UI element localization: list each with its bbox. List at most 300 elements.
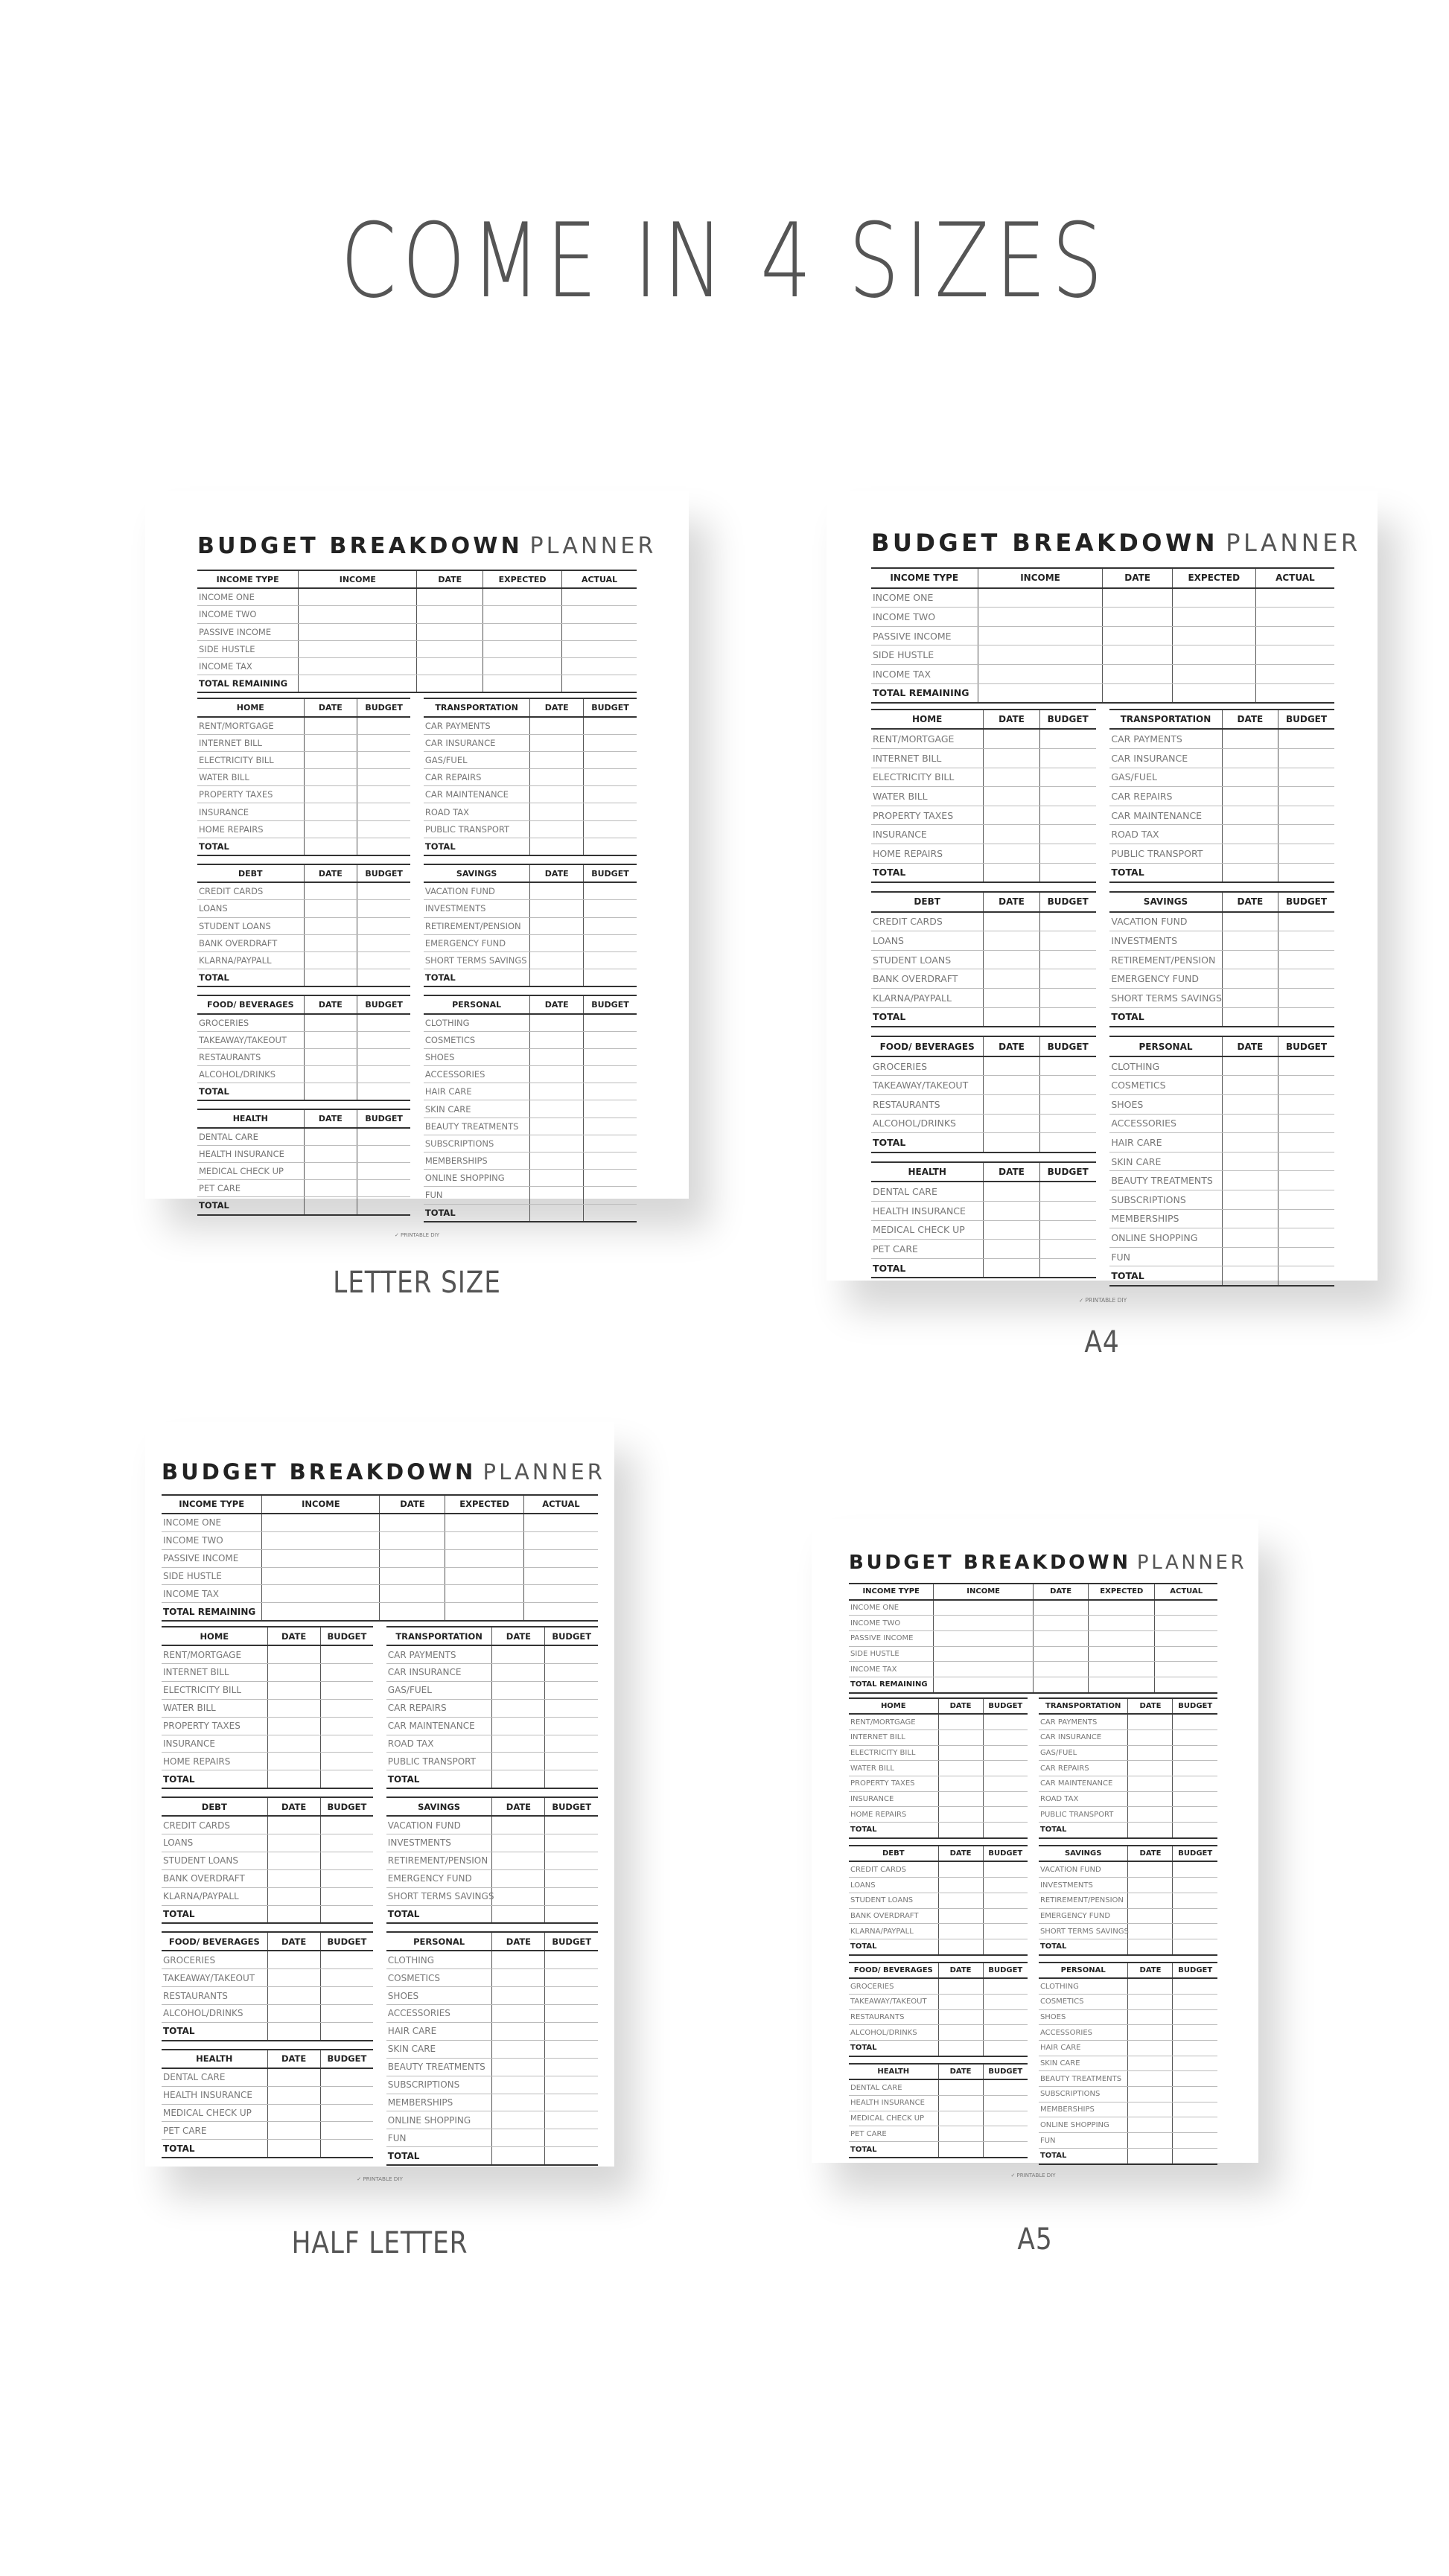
date-cell[interactable]: [938, 1729, 983, 1745]
budget-cell[interactable]: [545, 2094, 598, 2111]
date-cell[interactable]: [1128, 2056, 1173, 2071]
date-cell[interactable]: [304, 1128, 357, 1146]
budget-cell[interactable]: [583, 1083, 637, 1100]
budget-cell[interactable]: [1278, 1114, 1334, 1133]
budget-cell[interactable]: [545, 2022, 598, 2040]
date-cell[interactable]: [530, 1152, 584, 1170]
category-total-cell[interactable]: [583, 1204, 637, 1222]
income-cell[interactable]: [562, 623, 637, 640]
income-cell[interactable]: [1255, 588, 1334, 608]
income-cell[interactable]: [299, 588, 417, 606]
income-cell[interactable]: [523, 1514, 598, 1531]
date-cell[interactable]: [1128, 1745, 1173, 1761]
date-cell[interactable]: [1128, 2117, 1173, 2133]
budget-cell[interactable]: [1173, 2117, 1217, 2133]
date-cell[interactable]: [304, 917, 357, 934]
date-cell[interactable]: [1222, 1056, 1278, 1076]
date-cell[interactable]: [1222, 768, 1278, 787]
income-total-cell[interactable]: [934, 1677, 1034, 1693]
income-cell[interactable]: [445, 1549, 523, 1567]
budget-cell[interactable]: [357, 734, 411, 751]
budget-cell[interactable]: [1173, 1994, 1217, 2009]
budget-cell[interactable]: [357, 751, 411, 768]
budget-cell[interactable]: [320, 1969, 373, 1987]
income-cell[interactable]: [1103, 664, 1172, 683]
date-cell[interactable]: [530, 1170, 584, 1187]
date-cell[interactable]: [938, 2096, 983, 2111]
date-cell[interactable]: [984, 844, 1039, 863]
date-cell[interactable]: [492, 1717, 545, 1735]
budget-cell[interactable]: [320, 2086, 373, 2104]
income-total-cell[interactable]: [445, 1603, 523, 1621]
budget-cell[interactable]: [1278, 912, 1334, 931]
budget-cell[interactable]: [545, 1664, 598, 1682]
date-cell[interactable]: [530, 786, 584, 803]
date-cell[interactable]: [984, 989, 1039, 1008]
budget-cell[interactable]: [320, 2104, 373, 2122]
date-cell[interactable]: [984, 969, 1039, 989]
date-cell[interactable]: [530, 882, 584, 900]
date-cell[interactable]: [1222, 931, 1278, 951]
income-cell[interactable]: [483, 657, 561, 675]
budget-cell[interactable]: [1173, 1807, 1217, 1823]
date-cell[interactable]: [1222, 748, 1278, 768]
category-total-cell[interactable]: [984, 1133, 1039, 1152]
date-cell[interactable]: [530, 1031, 584, 1048]
income-cell[interactable]: [1255, 645, 1334, 665]
date-cell[interactable]: [1128, 1761, 1173, 1776]
date-cell[interactable]: [938, 2025, 983, 2041]
budget-cell[interactable]: [1039, 1114, 1095, 1133]
date-cell[interactable]: [492, 2129, 545, 2147]
income-cell[interactable]: [299, 623, 417, 640]
category-total-cell[interactable]: [267, 2140, 320, 2158]
income-cell[interactable]: [1089, 1662, 1155, 1677]
budget-cell[interactable]: [545, 1887, 598, 1905]
budget-cell[interactable]: [357, 1031, 411, 1048]
budget-cell[interactable]: [1173, 1776, 1217, 1792]
income-total-cell[interactable]: [523, 1603, 598, 1621]
date-cell[interactable]: [984, 1095, 1039, 1115]
date-cell[interactable]: [267, 2068, 320, 2086]
budget-cell[interactable]: [1278, 989, 1334, 1008]
date-cell[interactable]: [938, 1893, 983, 1908]
income-cell[interactable]: [1155, 1646, 1217, 1662]
budget-cell[interactable]: [357, 1180, 411, 1197]
income-cell[interactable]: [417, 623, 483, 640]
date-cell[interactable]: [267, 1753, 320, 1770]
income-cell[interactable]: [1255, 626, 1334, 645]
budget-cell[interactable]: [545, 1852, 598, 1869]
date-cell[interactable]: [1128, 2025, 1173, 2041]
date-cell[interactable]: [267, 2122, 320, 2140]
date-cell[interactable]: [1128, 1978, 1173, 1994]
date-cell[interactable]: [267, 1816, 320, 1834]
budget-cell[interactable]: [1278, 1247, 1334, 1266]
date-cell[interactable]: [530, 820, 584, 838]
budget-cell[interactable]: [1039, 912, 1095, 931]
budget-cell[interactable]: [320, 1717, 373, 1735]
budget-cell[interactable]: [983, 1978, 1028, 1994]
budget-cell[interactable]: [1278, 768, 1334, 787]
date-cell[interactable]: [938, 2079, 983, 2095]
date-cell[interactable]: [492, 2040, 545, 2058]
date-cell[interactable]: [984, 912, 1039, 931]
category-total-cell[interactable]: [583, 838, 637, 855]
date-cell[interactable]: [304, 717, 357, 735]
date-cell[interactable]: [1128, 2102, 1173, 2117]
budget-cell[interactable]: [1278, 1190, 1334, 1210]
budget-cell[interactable]: [1039, 806, 1095, 825]
budget-cell[interactable]: [320, 1834, 373, 1852]
budget-cell[interactable]: [1278, 950, 1334, 969]
budget-cell[interactable]: [1039, 748, 1095, 768]
category-total-cell[interactable]: [1173, 1939, 1217, 1954]
budget-cell[interactable]: [583, 1152, 637, 1170]
category-total-cell[interactable]: [357, 838, 411, 855]
category-total-cell[interactable]: [938, 2142, 983, 2158]
budget-cell[interactable]: [357, 882, 411, 900]
income-total-cell[interactable]: [417, 675, 483, 693]
income-cell[interactable]: [299, 640, 417, 657]
date-cell[interactable]: [530, 769, 584, 786]
budget-cell[interactable]: [545, 1717, 598, 1735]
income-cell[interactable]: [1033, 1600, 1088, 1616]
date-cell[interactable]: [492, 1987, 545, 2005]
income-cell[interactable]: [978, 608, 1103, 627]
budget-cell[interactable]: [1173, 1714, 1217, 1729]
date-cell[interactable]: [938, 1714, 983, 1729]
budget-cell[interactable]: [545, 1969, 598, 1987]
income-total-cell[interactable]: [1155, 1677, 1217, 1693]
income-cell[interactable]: [1172, 645, 1255, 665]
category-total-cell[interactable]: [545, 2147, 598, 2165]
income-cell[interactable]: [562, 657, 637, 675]
date-cell[interactable]: [984, 1056, 1039, 1076]
income-cell[interactable]: [380, 1567, 445, 1585]
date-cell[interactable]: [492, 2005, 545, 2023]
date-cell[interactable]: [492, 1664, 545, 1682]
income-cell[interactable]: [523, 1567, 598, 1585]
category-total-cell[interactable]: [1222, 863, 1278, 882]
budget-cell[interactable]: [583, 1187, 637, 1204]
budget-cell[interactable]: [983, 1878, 1028, 1893]
date-cell[interactable]: [1128, 1807, 1173, 1823]
date-cell[interactable]: [304, 1048, 357, 1065]
date-cell[interactable]: [530, 1014, 584, 1032]
date-cell[interactable]: [267, 1664, 320, 1682]
budget-cell[interactable]: [583, 1048, 637, 1065]
income-cell[interactable]: [934, 1646, 1034, 1662]
category-total-cell[interactable]: [320, 2140, 373, 2158]
income-cell[interactable]: [417, 657, 483, 675]
budget-cell[interactable]: [545, 1645, 598, 1663]
income-cell[interactable]: [562, 588, 637, 606]
budget-cell[interactable]: [1278, 1228, 1334, 1248]
date-cell[interactable]: [304, 1031, 357, 1048]
date-cell[interactable]: [267, 1645, 320, 1663]
date-cell[interactable]: [1128, 2041, 1173, 2056]
budget-cell[interactable]: [983, 2096, 1028, 2111]
category-total-cell[interactable]: [1222, 1007, 1278, 1027]
income-cell[interactable]: [299, 657, 417, 675]
income-cell[interactable]: [380, 1549, 445, 1567]
date-cell[interactable]: [1128, 1714, 1173, 1729]
date-cell[interactable]: [304, 1145, 357, 1162]
budget-cell[interactable]: [1173, 1791, 1217, 1807]
budget-cell[interactable]: [1278, 1076, 1334, 1095]
date-cell[interactable]: [938, 1791, 983, 1807]
date-cell[interactable]: [492, 2076, 545, 2094]
category-total-cell[interactable]: [545, 1905, 598, 1923]
income-cell[interactable]: [262, 1531, 380, 1549]
budget-cell[interactable]: [357, 717, 411, 735]
date-cell[interactable]: [1222, 950, 1278, 969]
date-cell[interactable]: [1222, 844, 1278, 863]
income-cell[interactable]: [1033, 1616, 1088, 1631]
date-cell[interactable]: [1128, 1776, 1173, 1792]
date-cell[interactable]: [492, 2058, 545, 2076]
income-cell[interactable]: [978, 664, 1103, 683]
date-cell[interactable]: [1222, 729, 1278, 748]
income-cell[interactable]: [417, 588, 483, 606]
budget-cell[interactable]: [983, 1729, 1028, 1745]
budget-cell[interactable]: [545, 2111, 598, 2129]
date-cell[interactable]: [492, 1951, 545, 1968]
category-total-cell[interactable]: [530, 1204, 584, 1222]
budget-cell[interactable]: [1278, 825, 1334, 844]
budget-cell[interactable]: [1039, 729, 1095, 748]
budget-cell[interactable]: [320, 2005, 373, 2023]
budget-cell[interactable]: [1278, 748, 1334, 768]
date-cell[interactable]: [938, 1807, 983, 1823]
category-total-cell[interactable]: [530, 838, 584, 855]
income-cell[interactable]: [562, 640, 637, 657]
budget-cell[interactable]: [1039, 768, 1095, 787]
budget-cell[interactable]: [983, 2079, 1028, 2095]
category-total-cell[interactable]: [583, 969, 637, 987]
income-cell[interactable]: [523, 1549, 598, 1567]
income-cell[interactable]: [262, 1514, 380, 1531]
date-cell[interactable]: [938, 1978, 983, 1994]
budget-cell[interactable]: [1039, 989, 1095, 1008]
budget-cell[interactable]: [583, 1118, 637, 1135]
date-cell[interactable]: [492, 1645, 545, 1663]
budget-cell[interactable]: [357, 769, 411, 786]
date-cell[interactable]: [267, 1717, 320, 1735]
budget-cell[interactable]: [583, 1031, 637, 1048]
date-cell[interactable]: [938, 1878, 983, 1893]
date-cell[interactable]: [304, 820, 357, 838]
date-cell[interactable]: [530, 1083, 584, 1100]
date-cell[interactable]: [304, 900, 357, 917]
budget-cell[interactable]: [1039, 1220, 1095, 1240]
budget-cell[interactable]: [545, 2058, 598, 2076]
category-total-cell[interactable]: [983, 1939, 1028, 1954]
date-cell[interactable]: [1222, 969, 1278, 989]
date-cell[interactable]: [530, 1066, 584, 1083]
category-total-cell[interactable]: [1039, 1258, 1095, 1278]
income-total-cell[interactable]: [978, 683, 1103, 703]
category-total-cell[interactable]: [1278, 1266, 1334, 1286]
income-cell[interactable]: [1103, 645, 1172, 665]
date-cell[interactable]: [304, 1163, 357, 1180]
budget-cell[interactable]: [545, 1699, 598, 1717]
date-cell[interactable]: [984, 931, 1039, 951]
budget-cell[interactable]: [320, 1735, 373, 1753]
budget-cell[interactable]: [1173, 2102, 1217, 2117]
budget-cell[interactable]: [1039, 1095, 1095, 1115]
date-cell[interactable]: [984, 1114, 1039, 1133]
budget-cell[interactable]: [1173, 1978, 1217, 1994]
budget-cell[interactable]: [983, 1776, 1028, 1792]
budget-cell[interactable]: [357, 917, 411, 934]
income-cell[interactable]: [262, 1585, 380, 1603]
category-total-cell[interactable]: [1278, 1007, 1334, 1027]
income-cell[interactable]: [445, 1514, 523, 1531]
income-cell[interactable]: [1103, 608, 1172, 627]
budget-cell[interactable]: [1039, 969, 1095, 989]
budget-cell[interactable]: [357, 1048, 411, 1065]
date-cell[interactable]: [492, 1969, 545, 1987]
date-cell[interactable]: [1222, 989, 1278, 1008]
category-total-cell[interactable]: [267, 1770, 320, 1788]
date-cell[interactable]: [938, 1761, 983, 1776]
date-cell[interactable]: [530, 1048, 584, 1065]
date-cell[interactable]: [938, 1994, 983, 2009]
budget-cell[interactable]: [1173, 2133, 1217, 2149]
budget-cell[interactable]: [357, 951, 411, 969]
income-total-cell[interactable]: [1172, 683, 1255, 703]
budget-cell[interactable]: [1173, 2056, 1217, 2071]
budget-cell[interactable]: [1173, 1893, 1217, 1908]
budget-cell[interactable]: [983, 1745, 1028, 1761]
date-cell[interactable]: [267, 2086, 320, 2104]
date-cell[interactable]: [304, 951, 357, 969]
budget-cell[interactable]: [357, 900, 411, 917]
date-cell[interactable]: [530, 1187, 584, 1204]
budget-cell[interactable]: [545, 1951, 598, 1968]
date-cell[interactable]: [492, 1735, 545, 1753]
income-cell[interactable]: [523, 1531, 598, 1549]
date-cell[interactable]: [984, 729, 1039, 748]
date-cell[interactable]: [304, 769, 357, 786]
budget-cell[interactable]: [1173, 1761, 1217, 1776]
income-cell[interactable]: [1089, 1631, 1155, 1647]
income-cell[interactable]: [934, 1662, 1034, 1677]
budget-cell[interactable]: [545, 1869, 598, 1887]
date-cell[interactable]: [530, 1135, 584, 1152]
date-cell[interactable]: [938, 1745, 983, 1761]
income-cell[interactable]: [978, 588, 1103, 608]
category-total-cell[interactable]: [320, 2022, 373, 2040]
budget-cell[interactable]: [320, 1987, 373, 2005]
date-cell[interactable]: [1222, 1247, 1278, 1266]
date-cell[interactable]: [1222, 1114, 1278, 1133]
budget-cell[interactable]: [357, 786, 411, 803]
date-cell[interactable]: [267, 1699, 320, 1717]
income-total-cell[interactable]: [1089, 1677, 1155, 1693]
income-cell[interactable]: [262, 1567, 380, 1585]
income-cell[interactable]: [299, 606, 417, 623]
date-cell[interactable]: [984, 806, 1039, 825]
budget-cell[interactable]: [1173, 1861, 1217, 1877]
date-cell[interactable]: [984, 1202, 1039, 1221]
budget-cell[interactable]: [1173, 1729, 1217, 1745]
category-total-cell[interactable]: [492, 1770, 545, 1788]
category-total-cell[interactable]: [267, 2022, 320, 2040]
date-cell[interactable]: [304, 1066, 357, 1083]
budget-cell[interactable]: [545, 2005, 598, 2023]
budget-cell[interactable]: [1173, 1878, 1217, 1893]
date-cell[interactable]: [938, 1861, 983, 1877]
budget-cell[interactable]: [1039, 787, 1095, 806]
budget-cell[interactable]: [583, 1135, 637, 1152]
budget-cell[interactable]: [1173, 2041, 1217, 2056]
budget-cell[interactable]: [1039, 1056, 1095, 1076]
category-total-cell[interactable]: [357, 969, 411, 987]
income-cell[interactable]: [934, 1616, 1034, 1631]
date-cell[interactable]: [984, 1220, 1039, 1240]
budget-cell[interactable]: [320, 1951, 373, 1968]
date-cell[interactable]: [984, 950, 1039, 969]
budget-cell[interactable]: [320, 1664, 373, 1682]
date-cell[interactable]: [1222, 1152, 1278, 1171]
date-cell[interactable]: [530, 1100, 584, 1118]
budget-cell[interactable]: [983, 2126, 1028, 2142]
budget-cell[interactable]: [357, 1014, 411, 1032]
date-cell[interactable]: [530, 917, 584, 934]
budget-cell[interactable]: [1173, 2025, 1217, 2041]
budget-cell[interactable]: [545, 2129, 598, 2147]
category-total-cell[interactable]: [320, 1905, 373, 1923]
budget-cell[interactable]: [1039, 931, 1095, 951]
date-cell[interactable]: [1222, 787, 1278, 806]
budget-cell[interactable]: [1278, 806, 1334, 825]
date-cell[interactable]: [1128, 2087, 1173, 2102]
date-cell[interactable]: [304, 734, 357, 751]
date-cell[interactable]: [1222, 912, 1278, 931]
date-cell[interactable]: [304, 1014, 357, 1032]
income-cell[interactable]: [1033, 1662, 1088, 1677]
category-total-cell[interactable]: [1173, 1823, 1217, 1838]
income-cell[interactable]: [978, 645, 1103, 665]
budget-cell[interactable]: [1173, 2087, 1217, 2102]
date-cell[interactable]: [304, 934, 357, 951]
category-total-cell[interactable]: [357, 1083, 411, 1101]
budget-cell[interactable]: [983, 1908, 1028, 1924]
date-cell[interactable]: [492, 1834, 545, 1852]
date-cell[interactable]: [1128, 2133, 1173, 2149]
income-cell[interactable]: [1255, 608, 1334, 627]
category-total-cell[interactable]: [1128, 1939, 1173, 1954]
income-total-cell[interactable]: [380, 1603, 445, 1621]
category-total-cell[interactable]: [545, 1770, 598, 1788]
income-cell[interactable]: [1155, 1616, 1217, 1631]
income-total-cell[interactable]: [1255, 683, 1334, 703]
budget-cell[interactable]: [357, 1066, 411, 1083]
date-cell[interactable]: [1222, 1171, 1278, 1190]
income-cell[interactable]: [1089, 1646, 1155, 1662]
income-cell[interactable]: [483, 640, 561, 657]
category-total-cell[interactable]: [983, 2142, 1028, 2158]
category-total-cell[interactable]: [984, 1007, 1039, 1027]
budget-cell[interactable]: [583, 717, 637, 735]
budget-cell[interactable]: [1039, 825, 1095, 844]
category-total-cell[interactable]: [983, 1823, 1028, 1838]
budget-cell[interactable]: [1039, 1240, 1095, 1259]
date-cell[interactable]: [1128, 1908, 1173, 1924]
